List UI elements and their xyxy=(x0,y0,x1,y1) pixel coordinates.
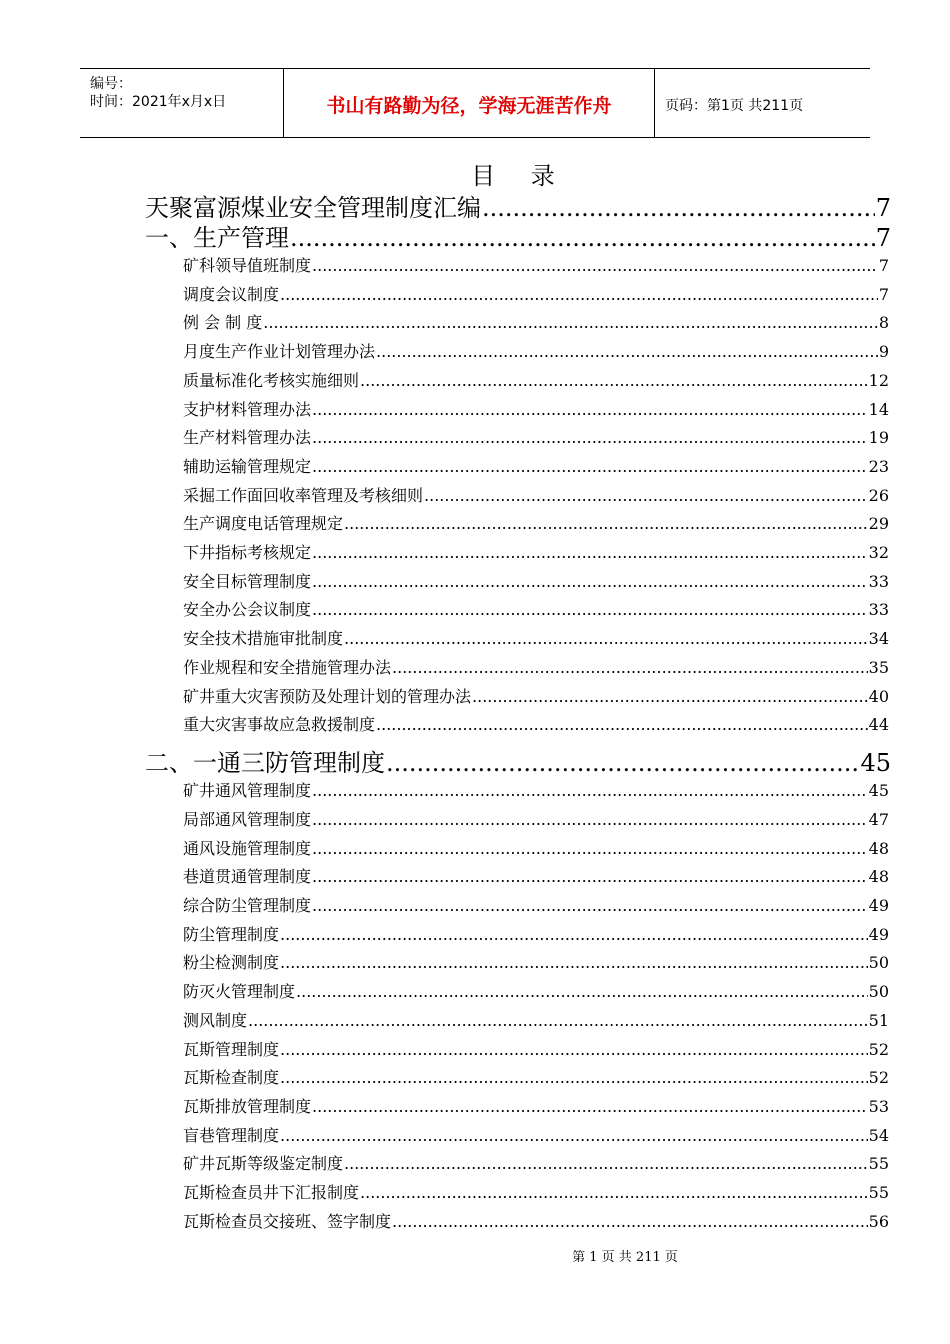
toc-entry-page: 26 xyxy=(868,485,889,505)
toc-entry-title: 天聚富源煤业安全管理制度汇编 xyxy=(145,194,481,222)
toc-entry[interactable] xyxy=(183,1008,889,1030)
toc-dot-leader xyxy=(248,1011,868,1030)
toc-entry-page: 19 xyxy=(868,428,889,448)
toc-entry-page: 9 xyxy=(878,342,889,362)
toc-dot-leader xyxy=(312,543,868,562)
toc-dot-leader xyxy=(312,867,868,886)
toc-entry-title: 瓦斯检查员井下汇报制度 xyxy=(183,1183,360,1202)
toc-dot-leader xyxy=(344,1154,868,1173)
toc-dot-leader xyxy=(312,572,868,591)
toc-entry[interactable] xyxy=(183,626,889,648)
toc-dot-leader xyxy=(472,687,868,706)
toc-entry[interactable] xyxy=(183,1151,889,1173)
toc-dot-leader xyxy=(280,1068,868,1087)
toc-dot-leader xyxy=(312,457,868,476)
toc-entry-page: 51 xyxy=(868,1010,889,1030)
toc-entry-page: 54 xyxy=(868,1125,889,1145)
toc-entry-title: 辅助运输管理规定 xyxy=(183,456,312,476)
toc-entry-page: 29 xyxy=(868,514,889,534)
toc-entry[interactable] xyxy=(183,597,889,619)
toc-entry-page: 7 xyxy=(875,194,891,222)
toc-entry-title: 矿井重大灾害预防及处理计划的管理办法 xyxy=(183,686,472,706)
toc-entry-title: 调度会议制度 xyxy=(183,284,280,304)
toc-entry-title: 测风制度 xyxy=(183,1010,248,1030)
toc-entry[interactable] xyxy=(183,253,889,275)
toc-dot-leader xyxy=(312,600,868,619)
toc-dot-leader xyxy=(312,1097,868,1116)
toc-dot-leader xyxy=(312,256,878,275)
page-header xyxy=(80,68,870,138)
toc-dot-leader xyxy=(312,781,868,800)
toc-entry-title: 质量标准化考核实施细则 xyxy=(183,370,360,390)
toc-entry[interactable] xyxy=(183,339,889,361)
toc-entry-title: 支护材料管理办法 xyxy=(183,399,312,419)
toc-entry[interactable] xyxy=(183,950,889,972)
toc-entry-page: 55 xyxy=(868,1183,889,1202)
toc-section-entry[interactable] xyxy=(145,218,891,252)
toc-entry-page: 33 xyxy=(868,600,889,620)
toc-entry[interactable] xyxy=(183,397,889,419)
toc-entry-title: 生产材料管理办法 xyxy=(183,428,312,448)
toc-section-entry[interactable] xyxy=(145,188,891,222)
toc-entry-page: 34 xyxy=(868,629,889,649)
toc-dot-leader xyxy=(344,514,868,533)
toc-entry-title: 局部通风管理制度 xyxy=(183,809,312,829)
toc-entry[interactable] xyxy=(183,684,889,706)
toc-dot-leader xyxy=(280,1126,868,1145)
toc-entry[interactable] xyxy=(183,454,889,476)
toc-entry-title: 二、一通三防管理制度 xyxy=(145,749,385,778)
toc-entry[interactable] xyxy=(183,893,889,915)
toc-entry-page: 50 xyxy=(868,953,889,973)
toc-entry-title: 瓦斯检查员交接班、签字制度 xyxy=(183,1211,392,1231)
toc-dot-leader xyxy=(376,342,878,361)
toc-dot-leader xyxy=(386,749,859,777)
toc-entry-title: 一、生产管理 xyxy=(145,224,289,252)
toc-entry[interactable] xyxy=(183,368,889,390)
toc-entry-title: 生产调度电话管理规定 xyxy=(183,514,344,534)
toc-dot-leader xyxy=(392,1212,868,1231)
toc-entry[interactable] xyxy=(183,483,889,505)
toc-entry-page: 45 xyxy=(868,781,889,801)
header-page-info: 页码：第1页 共211页 xyxy=(665,98,804,114)
toc-entry[interactable] xyxy=(183,540,889,562)
toc-entry-page: 56 xyxy=(868,1211,889,1231)
toc-entry[interactable] xyxy=(183,1065,889,1087)
toc-dot-leader xyxy=(360,1183,868,1202)
toc-entry[interactable] xyxy=(183,922,889,944)
toc-entry-page: 8 xyxy=(878,313,889,333)
toc-entry-page: 47 xyxy=(868,809,889,829)
toc-entry[interactable] xyxy=(183,836,889,858)
toc-entry[interactable] xyxy=(183,1180,889,1202)
toc-entry-title: 矿井通风管理制度 xyxy=(183,781,312,801)
toc-entry-page: 33 xyxy=(868,571,889,591)
toc-entry-title: 瓦斯排放管理制度 xyxy=(183,1096,312,1116)
document-number-label: 编号： xyxy=(90,76,132,92)
toc-entry-page: 45 xyxy=(860,749,891,778)
toc-title: 目 录 xyxy=(471,162,569,190)
toc-entry[interactable] xyxy=(183,864,889,886)
toc-dot-leader xyxy=(312,810,868,829)
toc-entry-title: 作业规程和安全措施管理办法 xyxy=(183,657,392,677)
toc-entry-title: 安全办公会议制度 xyxy=(183,600,312,620)
document-date: 时间：2021年x月x日 xyxy=(90,94,227,110)
toc-entry-title: 粉尘检测制度 xyxy=(183,953,280,973)
toc-dot-leader xyxy=(424,486,868,505)
toc-entry[interactable] xyxy=(183,1123,889,1145)
toc-entry-title: 矿井瓦斯等级鉴定制度 xyxy=(183,1154,344,1174)
toc-dot-leader xyxy=(280,953,868,972)
toc-entry-title: 盲巷管理制度 xyxy=(183,1125,280,1145)
toc-dot-leader xyxy=(312,400,868,419)
toc-entry-page: 7 xyxy=(875,224,891,252)
toc-entry-page: 48 xyxy=(868,838,889,858)
header-meta-cell xyxy=(80,69,283,137)
toc-entry-title: 安全技术措施审批制度 xyxy=(183,629,344,649)
toc-dot-leader xyxy=(360,371,868,390)
toc-dot-leader xyxy=(280,925,868,944)
toc-entry-page: 55 xyxy=(868,1154,889,1174)
toc-entry[interactable] xyxy=(183,282,889,304)
toc-entry-page: 32 xyxy=(868,543,889,562)
toc-dot-leader xyxy=(376,715,868,734)
toc-entry[interactable] xyxy=(183,569,889,591)
toc-section-entry[interactable] xyxy=(145,743,891,778)
toc-dot-leader xyxy=(312,428,868,447)
toc-dot-leader xyxy=(280,1040,868,1059)
toc-entry-page: 35 xyxy=(868,657,889,677)
toc-entry[interactable] xyxy=(183,712,889,734)
toc-entry-page: 7 xyxy=(878,256,889,275)
toc-entry-title: 通风设施管理制度 xyxy=(183,838,312,858)
toc-dot-leader xyxy=(280,285,878,304)
toc-entry-title: 巷道贯通管理制度 xyxy=(183,867,312,887)
toc-entry[interactable] xyxy=(183,1037,889,1059)
page-footer: 第 1 页 共 211 页 xyxy=(572,1250,678,1265)
toc-entry[interactable] xyxy=(183,655,889,677)
toc-entry-page: 48 xyxy=(868,867,889,887)
toc-dot-leader xyxy=(296,982,868,1001)
toc-entry[interactable] xyxy=(183,979,889,1001)
toc-dot-leader xyxy=(312,896,868,915)
toc-entry-title: 矿科领导值班制度 xyxy=(183,256,312,275)
toc-entry-page: 14 xyxy=(868,399,889,419)
toc-entry-page: 23 xyxy=(868,456,889,476)
toc-entry-page: 52 xyxy=(868,1068,889,1088)
header-page-cell xyxy=(655,69,870,137)
toc-entry[interactable] xyxy=(183,425,889,447)
toc-dot-leader xyxy=(312,839,868,858)
toc-entry-page: 49 xyxy=(868,924,889,944)
toc-entry-title: 综合防尘管理制度 xyxy=(183,896,312,915)
toc-dot-leader xyxy=(392,658,868,677)
toc-entry-page: 44 xyxy=(868,715,889,735)
toc-dot-leader xyxy=(290,224,875,252)
toc-entry-page: 12 xyxy=(868,370,889,390)
toc-entry[interactable] xyxy=(183,1209,889,1231)
toc-dot-leader xyxy=(344,629,868,648)
toc-entry[interactable] xyxy=(183,511,889,533)
toc-entry-page: 50 xyxy=(868,982,889,1002)
toc-entry-title: 重大灾害事故应急救援制度 xyxy=(183,715,376,735)
toc-entry-page: 7 xyxy=(878,284,889,304)
toc-entry-title: 防尘管理制度 xyxy=(183,924,280,944)
toc-entry[interactable] xyxy=(183,310,889,332)
toc-entry[interactable] xyxy=(183,807,889,829)
toc-entry-title: 月度生产作业计划管理办法 xyxy=(183,342,376,362)
toc-entry[interactable] xyxy=(183,778,889,800)
toc-entry-title: 瓦斯管理制度 xyxy=(183,1039,280,1059)
toc-entry[interactable] xyxy=(183,1094,889,1116)
toc-entry-title: 采掘工作面回收率管理及考核细则 xyxy=(183,485,424,505)
header-motto-cell xyxy=(283,69,655,137)
toc-entry-title: 瓦斯检查制度 xyxy=(183,1068,280,1088)
header-motto: 书山有路勤为径，学海无涯苦作舟 xyxy=(326,95,612,117)
toc-entry-title: 下井指标考核规定 xyxy=(183,543,312,562)
toc-entry-page: 40 xyxy=(868,686,889,706)
toc-dot-leader xyxy=(263,313,878,332)
toc-entry-page: 53 xyxy=(868,1096,889,1116)
toc-entry-page: 49 xyxy=(868,896,889,915)
toc-entry-title: 防灭火管理制度 xyxy=(183,982,296,1002)
toc-entry-title: 例 会 制 度 xyxy=(183,313,263,333)
toc-entry-title: 安全目标管理制度 xyxy=(183,571,312,591)
toc-entry-page: 52 xyxy=(868,1039,889,1059)
